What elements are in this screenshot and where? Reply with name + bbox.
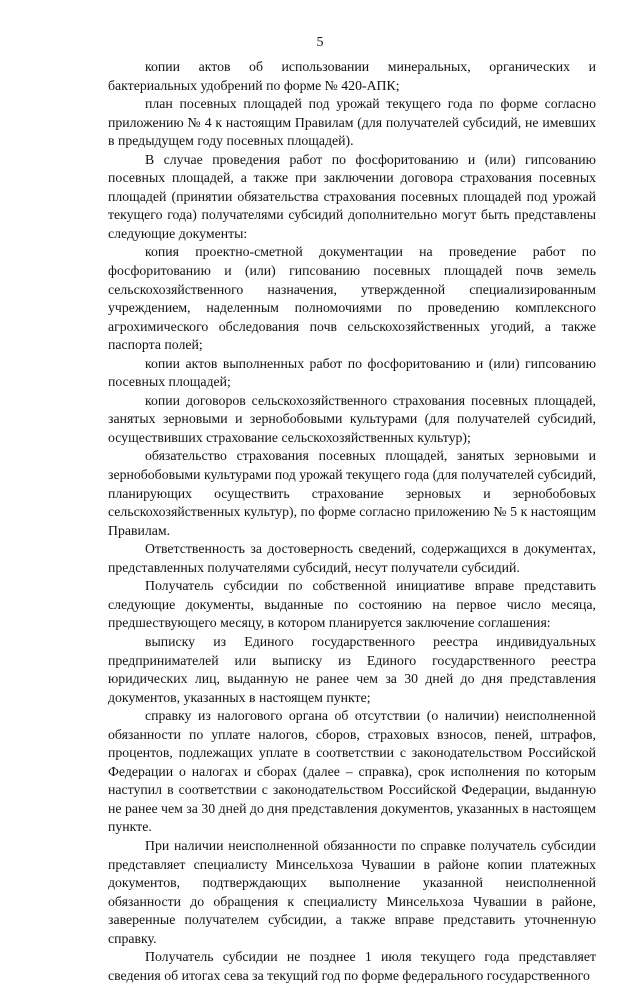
paragraph: В случае проведения работ по фосфоритованию и (или) гипсованию посевных площадей, а также при заключении договора страхования посевных площадей (принятии обязательства страхования посевных площадей под урожай текущего года) получателями субсидий дополнительно могут быть представлены следующие документы: (108, 151, 596, 241)
paragraph: план посевных площадей под урожай текущего года по форме согласно приложению № 4 к настоящим Правилам (для получателей субсидий, не имевших в предыдущем году посевных площадей). (108, 96, 596, 149)
page-number: 5 (316, 35, 324, 50)
paragraph: Получатель субсидии по собственной инициативе вправе представить следующие документы, выданные по состоянию на первое число месяца, предшествующего месяцу, в котором планируется заключение соглашения: (108, 578, 596, 631)
paragraph: выписку из Единого государственного реестра индивидуальных предпринимателей или выписку из Единого государственного реестра юридических лиц, выданную не ранее чем за 30 дней до дня представления документов, указанных в настоящем пункте; (108, 633, 596, 705)
document-body (108, 58, 596, 985)
paragraph: копии актов выполненных работ по фосфоритованию и (или) гипсованию посевных площадей; (108, 355, 596, 390)
paragraph: Получатель субсидии не позднее 1 июля текущего года представляет сведения об итогах сева за текущий год по форме федерального государственного (108, 949, 596, 983)
paragraph: копия проектно-сметной документации на проведение работ по фосфоритованию и (или) гипсованию посевных площадей почв земель сельскохозяйственного назначения, утвержденной специализированным учреждением, наделенным полномочиями по проведению комплексного агрохимического обследования почв сельскохозяйственных угодий, а также паспорта полей; (108, 244, 596, 353)
paragraph: обязательство страхования посевных площадей, занятых зерновыми и зернобобовыми культурами под урожай текущего года (для получателей субсидий, планирующих осуществить страхование зерновых и зернобобовых сельскохозяйственных культур), по форме согласно приложению № 5 к настоящим Правилам. (108, 448, 596, 538)
paragraph: Ответственность за достоверность сведений, содержащихся в документах, представленных получателями субсидий, несут получатели субсидий. (108, 541, 596, 575)
paragraph: справку из налогового органа об отсутствии (о наличии) неисполненной обязанности по уплате налогов, сборов, страховых взносов, пеней, штрафов, процентов, подлежащих уплате в соответствии с законодательством Российской Федерации о налогах и сборах (далее – справка), срок исполнения по которым наступил в соответствии с законодательством Российской Федерации, выданную не ранее чем за 30 дней до дня представления документов, указанных в настоящем пункте. (108, 708, 597, 835)
paragraph: При наличии неисполненной обязанности по справке получатель субсидии представляет специалисту Минсельхоза Чувашии в районе копии платежных документов, подтверждающих выполнение указанной неисполненной обязанности до обращения к специалисту Минсельхоза Чувашии в районе, заверенные получателем субсидии, а также вправе представить уточненную справку. (108, 837, 596, 946)
paragraph: копии актов об использовании минеральных, органических и бактериальных удобрений по форме № 420-АПК; (108, 59, 596, 93)
paragraph: копии договоров сельскохозяйственного страхования посевных площадей, занятых зерновыми и зернобобовыми культурами (для получателей субсидий, осуществивших страхование сельскохозяйственных культур); (108, 392, 596, 445)
